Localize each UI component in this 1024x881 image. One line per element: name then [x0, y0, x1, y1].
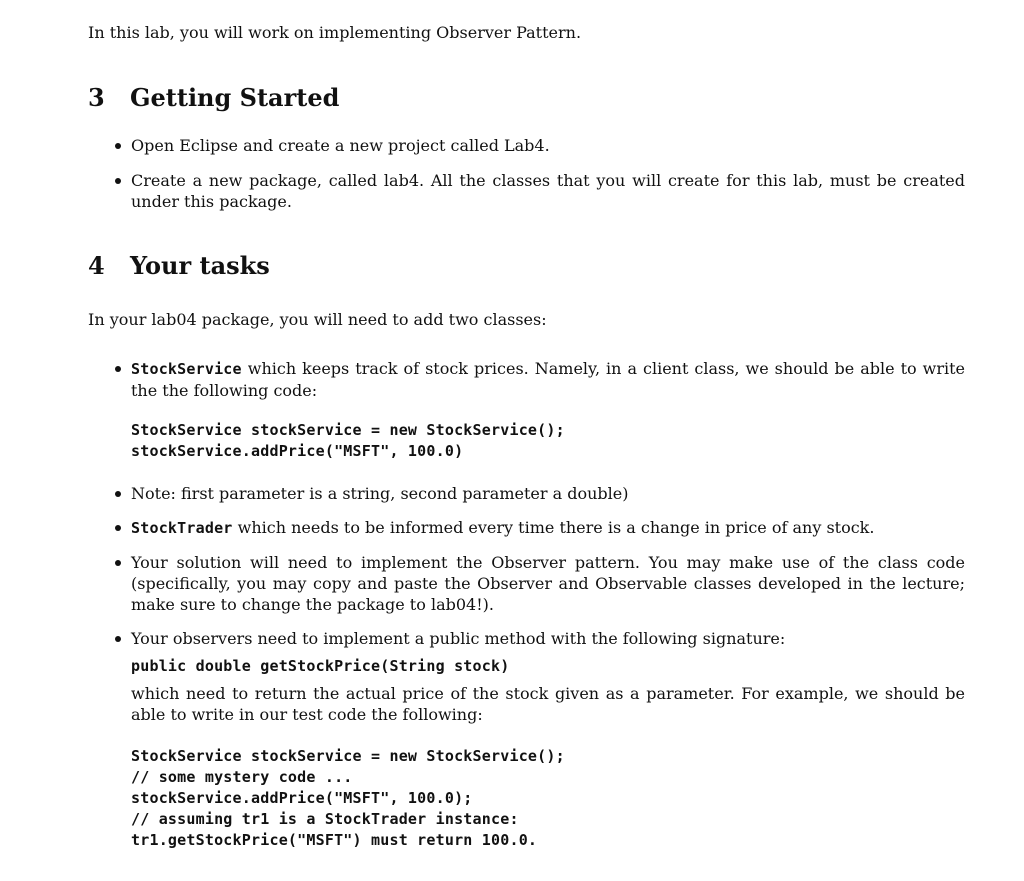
code-block-1	[131, 420, 565, 462]
stockservice-description: which keeps track of stock prices. Namely, in a client class, we should be able to write the the following code:	[131, 359, 965, 400]
bullet-icon	[112, 358, 126, 379]
section-4-intro: In your lab04 package, you will need to add two classes:	[88, 310, 547, 329]
section-3-heading	[88, 84, 339, 112]
code-line: StockService stockService = new StockService();	[131, 421, 565, 439]
section-4-number: 4	[88, 251, 105, 280]
task-stockservice	[131, 358, 965, 401]
bullet-icon	[112, 552, 126, 573]
bullet-icon	[112, 135, 126, 156]
task-observer-method: Your observers need to implement a public method with the following signature:	[131, 629, 786, 648]
code-line: stockService.addPrice("MSFT", 100.0);	[131, 789, 473, 807]
method-signature: public double getStockPrice(String stock)	[131, 657, 510, 675]
task-stocktrader	[131, 517, 965, 539]
code-line: // assuming tr1 is a StockTrader instance:	[131, 810, 519, 828]
section-4-title: Your tasks	[130, 251, 270, 280]
section-3-number: 3	[88, 83, 105, 112]
bullet-icon	[112, 170, 126, 191]
code-line: stockService.addPrice("MSFT", 100.0)	[131, 442, 464, 460]
code-block-2	[131, 746, 565, 851]
task-note: Note: first parameter is a string, second parameter a double)	[131, 484, 629, 503]
intro-paragraph: In this lab, you will work on implementing Observer Pattern.	[88, 23, 582, 42]
method-explanation: which need to return the actual price of the stock given as a parameter. For example, we should be able to write in our test code the following:	[131, 684, 965, 724]
stocktrader-description: which needs to be informed every time there is a change in price of any stock.	[232, 518, 875, 537]
code-line: StockService stockService = new StockService();	[131, 747, 565, 765]
section-3-bullet-1: Open Eclipse and create a new project called Lab4.	[131, 136, 550, 155]
section-3-title: Getting Started	[130, 83, 340, 112]
stocktrader-class-name: StockTrader	[131, 519, 233, 537]
section-3-bullet-2: Create a new package, called lab4. All the classes that you will create for this lab, must be created under this package.	[131, 171, 965, 211]
bullet-icon	[112, 517, 126, 538]
bullet-icon	[112, 628, 126, 649]
code-line: tr1.getStockPrice("MSFT") must return 100.0.	[131, 831, 538, 849]
code-line: // some mystery code ...	[131, 768, 353, 786]
bullet-icon	[112, 483, 126, 504]
section-4-heading	[88, 252, 270, 280]
task-observer-pattern: Your solution will need to implement the Observer pattern. You may make use of the class code (specifically, you may copy and paste the Observer and Observable classes developed in the lecture; make sure to change the package to lab04!).	[131, 553, 965, 614]
stockservice-class-name: StockService	[131, 360, 242, 378]
